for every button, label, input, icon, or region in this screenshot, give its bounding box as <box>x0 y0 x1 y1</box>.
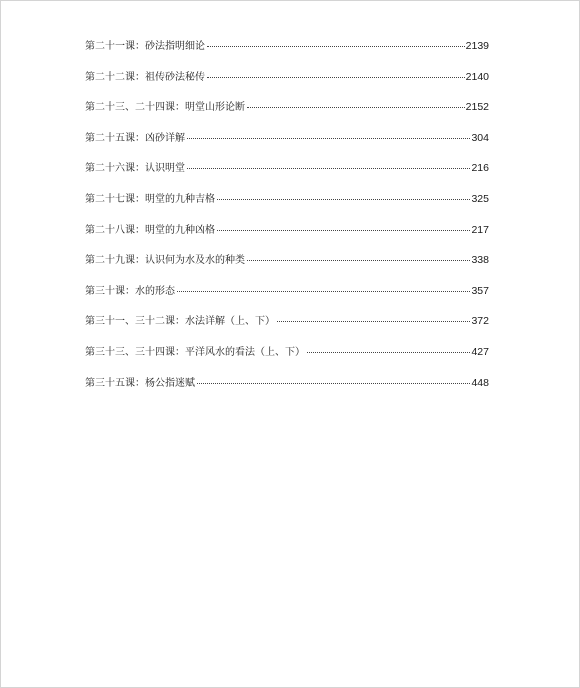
toc-page-number: 357 <box>471 284 489 297</box>
toc-entry-title: 第三十五课：杨公指迷赋 <box>85 377 195 389</box>
toc-entry[interactable] <box>85 190 489 221</box>
toc-entry-title: 第二十九课：认识何为水及水的种类 <box>85 255 245 267</box>
toc-page-number: 216 <box>471 162 489 175</box>
toc-page-number: 325 <box>471 192 489 205</box>
toc-dot-leader <box>247 107 465 108</box>
toc-page-number: 217 <box>471 223 489 236</box>
toc-entry[interactable] <box>85 221 489 252</box>
toc-page-number: 2152 <box>465 101 489 114</box>
toc-entry-title: 第三十三、三十四课：平洋风水的看法（上、下） <box>85 346 305 358</box>
toc-dot-leader <box>217 230 470 231</box>
toc-dot-leader <box>177 291 470 292</box>
toc-entry[interactable] <box>85 37 489 68</box>
toc-entry[interactable] <box>85 312 489 343</box>
toc-entry[interactable] <box>85 343 489 374</box>
toc-entry-title: 第二十三、二十四课：明堂山形论断 <box>85 102 245 114</box>
toc-entry[interactable] <box>85 98 489 129</box>
toc-entry-title: 第二十七课：明堂的九种吉格 <box>85 193 215 205</box>
toc-entry[interactable] <box>85 251 489 282</box>
toc-dot-leader <box>187 168 470 169</box>
toc-entry[interactable] <box>85 282 489 313</box>
toc-dot-leader <box>277 321 470 322</box>
toc-dot-leader <box>207 46 465 47</box>
toc-dot-leader <box>207 77 465 78</box>
toc-dot-leader <box>197 383 470 384</box>
toc-dot-leader <box>307 352 470 353</box>
toc-entry-title: 第三十一、三十二课：水法详解（上、下） <box>85 316 275 328</box>
toc-entry[interactable] <box>85 159 489 190</box>
toc-page-number: 372 <box>471 315 489 328</box>
toc-entry[interactable] <box>85 129 489 160</box>
toc-page-number: 2139 <box>465 40 489 52</box>
toc-entry[interactable] <box>85 374 489 405</box>
toc-entry-title: 第二十六课：认识明堂 <box>85 163 185 175</box>
toc-page-number: 2140 <box>465 70 489 83</box>
toc-dot-leader <box>247 260 470 261</box>
toc-entry-title: 第二十八课：明堂的九种凶格 <box>85 224 215 236</box>
toc-entry[interactable] <box>85 68 489 99</box>
toc-entry-title: 第三十课：水的形态 <box>85 285 175 297</box>
toc-page-number: 338 <box>471 254 489 267</box>
toc-page-number: 427 <box>471 345 489 358</box>
toc-dot-leader <box>187 138 470 139</box>
toc-dot-leader <box>217 199 470 200</box>
toc-entry-title: 第二十五课：凶砂详解 <box>85 132 185 144</box>
toc-entry-title: 第二十一课：砂法指明细论 <box>85 41 205 52</box>
toc-page-number: 304 <box>471 131 489 144</box>
toc-entry-title: 第二十二课：祖传砂法秘传 <box>85 71 205 83</box>
toc-page-number: 448 <box>471 376 489 389</box>
table-of-contents <box>85 37 489 404</box>
